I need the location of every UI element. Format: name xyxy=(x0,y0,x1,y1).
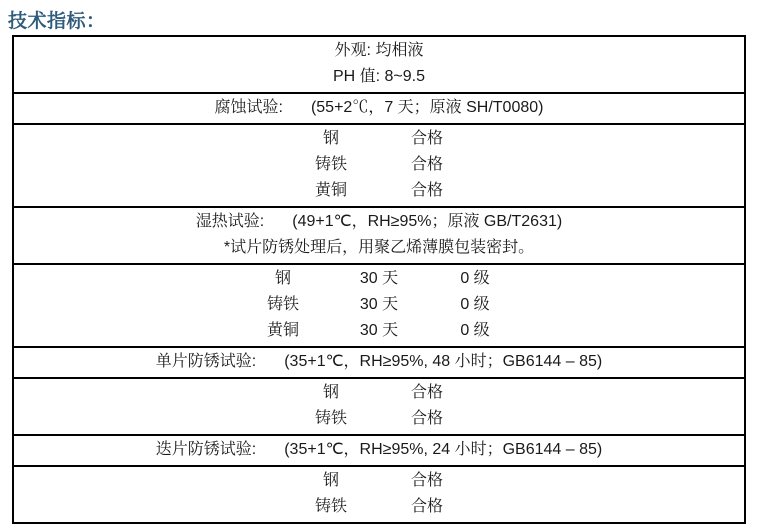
table-row-stacked-piece-rust-results xyxy=(14,465,744,522)
result-cell: 黄铜 xyxy=(314,182,347,199)
table-line xyxy=(14,209,744,235)
result-cell: 合格 xyxy=(410,410,443,427)
table-row-corrosion-test xyxy=(14,92,744,123)
table-line xyxy=(14,380,744,406)
table-line xyxy=(14,126,744,152)
result-cell: 合格 xyxy=(410,130,443,147)
test-label: 腐蚀试验: xyxy=(214,99,283,116)
result-cell: 30 天 xyxy=(359,270,399,287)
table-line xyxy=(14,266,744,292)
table-row-damp-heat-results xyxy=(14,263,744,346)
table-line xyxy=(14,406,744,432)
table-row-appearance-ph xyxy=(14,37,744,92)
result-cell: 合格 xyxy=(410,156,443,173)
result-cell: 黄铜 xyxy=(266,322,299,339)
table-line: PH 值: 8~9.5 xyxy=(332,68,426,85)
result-cell: 铸铁 xyxy=(314,410,347,427)
result-cell: 铸铁 xyxy=(314,498,347,515)
table-row-single-piece-rust-test xyxy=(14,346,744,377)
result-cell: 合格 xyxy=(410,472,443,489)
table-line xyxy=(14,349,744,375)
table-line xyxy=(14,437,744,463)
result-cell: 30 天 xyxy=(359,296,399,313)
result-cell: 铸铁 xyxy=(266,296,299,313)
table-row-damp-heat-test xyxy=(14,206,744,263)
table-line xyxy=(14,494,744,520)
test-spec: (35+1℃，RH≥95%, 48 小时；GB6144 – 85) xyxy=(284,353,603,370)
test-spec: (49+1℃，RH≥95%；原液 GB/T2631) xyxy=(292,213,563,230)
table-line xyxy=(14,152,744,178)
table-line xyxy=(14,95,744,121)
table-line xyxy=(14,318,744,344)
result-cell: 0 级 xyxy=(460,270,490,287)
test-spec: (55+2℃，7 天；原液 SH/T0080) xyxy=(310,99,544,116)
spec-table xyxy=(12,35,746,524)
table-row-corrosion-results xyxy=(14,123,744,206)
table-line xyxy=(14,178,744,204)
test-spec: (35+1℃，RH≥95%, 24 小时；GB6144 – 85) xyxy=(284,441,603,458)
result-cell: 合格 xyxy=(410,384,443,401)
test-label: 单片防锈试验: xyxy=(155,353,257,370)
table-row-single-piece-rust-results xyxy=(14,377,744,434)
result-cell: 0 级 xyxy=(460,322,490,339)
table-line: 外观: 均相液 xyxy=(334,42,424,59)
table-row-stacked-piece-rust-test xyxy=(14,434,744,465)
result-cell: 钢 xyxy=(274,270,291,287)
table-line xyxy=(14,468,744,494)
result-cell: 0 级 xyxy=(460,296,490,313)
page-title: 技术指标： xyxy=(8,11,106,32)
result-cell: 钢 xyxy=(322,384,339,401)
result-cell: 合格 xyxy=(410,182,443,199)
result-cell: 钢 xyxy=(322,472,339,489)
result-cell: 30 天 xyxy=(359,322,399,339)
table-line: *试片防锈处理后，用聚乙烯薄膜包装密封。 xyxy=(223,239,535,256)
result-cell: 合格 xyxy=(410,498,443,515)
result-cell: 钢 xyxy=(322,130,339,147)
table-line xyxy=(14,292,744,318)
test-label: 迭片防锈试验: xyxy=(155,441,257,458)
test-label: 湿热试验: xyxy=(195,213,265,230)
result-cell: 铸铁 xyxy=(314,156,347,173)
